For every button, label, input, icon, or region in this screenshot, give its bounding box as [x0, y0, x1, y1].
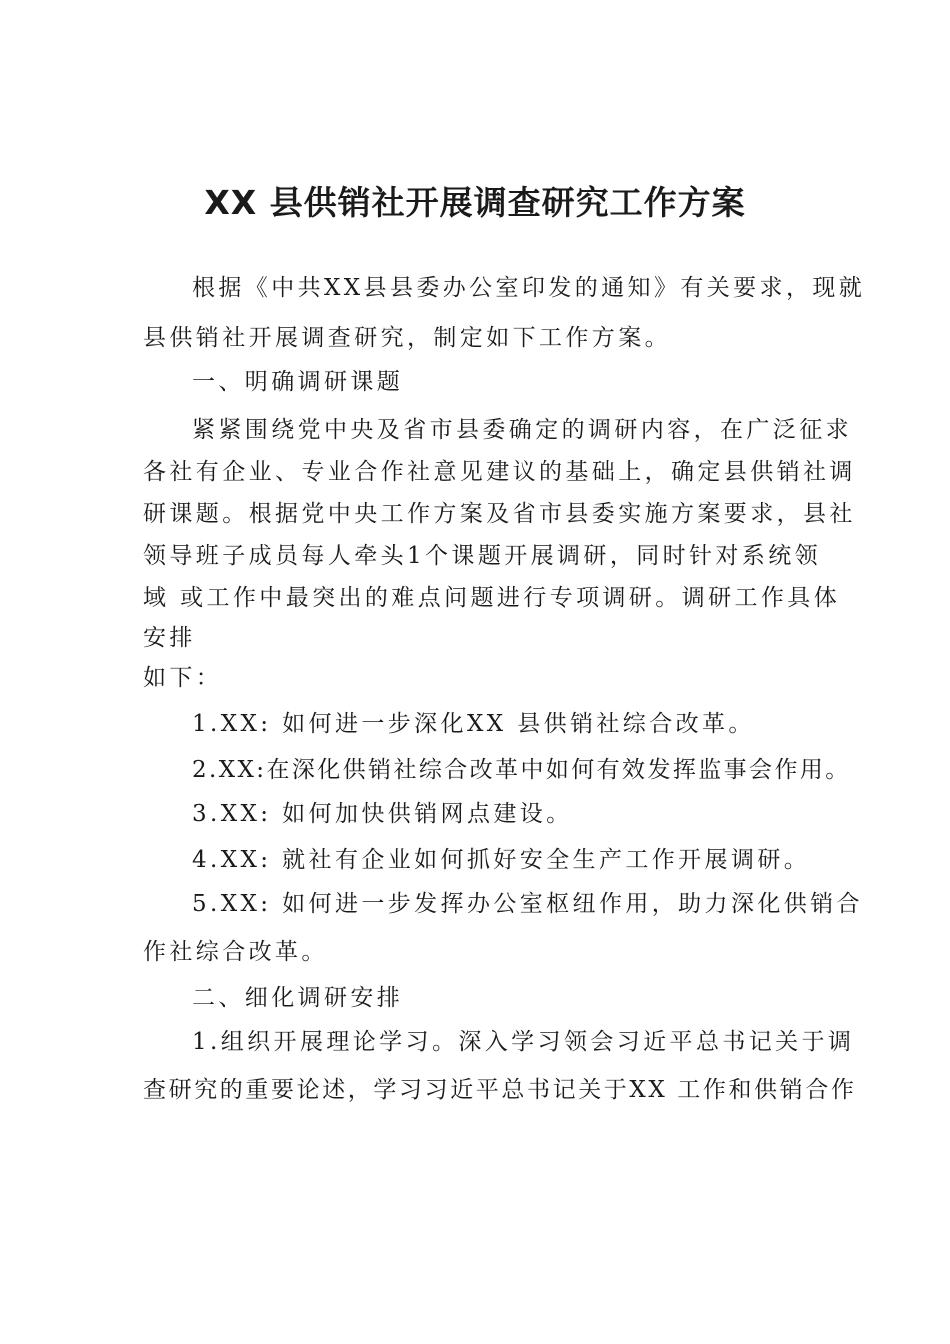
list-item: 5.XX: 如何进一步发挥办公室枢纽作用，助力深化供销合: [192, 891, 863, 917]
section-heading: 二、细化调研安排: [192, 985, 404, 1011]
paragraph-line: 紧紧围绕党中央及省市县委确定的调研内容，在广泛征求: [192, 417, 852, 443]
paragraph-line: 域 或工作中最突出的难点问题进行专项调研。调研工作具体: [143, 585, 841, 611]
paragraph-line: 如下：: [143, 665, 223, 691]
paragraph-line: 查研究的重要论述，学习习近平总书记关于XX 工作和供销合作: [143, 1077, 857, 1103]
paragraph-line: 研课题。根据党中央工作方案及省市县委实施方案要求，县社: [143, 501, 856, 527]
paragraph-line: 县供销社开展调查研究，制定如下工作方案。: [143, 325, 671, 351]
list-item: 4.XX: 就社有企业如何抓好安全生产工作开展调研。: [192, 847, 811, 873]
list-item: 3.XX: 如何加快供销网点建设。: [192, 801, 573, 827]
list-item: 1.XX: 如何进一步深化XX 县供销社综合改革。: [192, 711, 755, 737]
paragraph-line: 根据《中共XX县县委办公室印发的通知》有关要求，现就: [192, 275, 866, 301]
paragraph-line: 各社有企业、专业合作社意见建议的基础上，确定县供销社调: [143, 459, 856, 485]
document-title: XX 县供销社开展调查研究工作方案: [204, 183, 746, 222]
list-item-continuation: 作社综合改革。: [143, 939, 328, 965]
paragraph-line: 安排: [143, 625, 196, 651]
paragraph-line: 1.组织开展理论学习。深入学习领会习近平总书记关于调: [192, 1029, 855, 1055]
section-heading: 一、明确调研课题: [192, 369, 404, 395]
list-item: 2.XX:在深化供销社综合改革中如何有效发挥监事会作用。: [192, 757, 851, 783]
paragraph-line: 领导班子成员每人牵头1个课题开展调研，同时针对系统领: [143, 543, 822, 569]
